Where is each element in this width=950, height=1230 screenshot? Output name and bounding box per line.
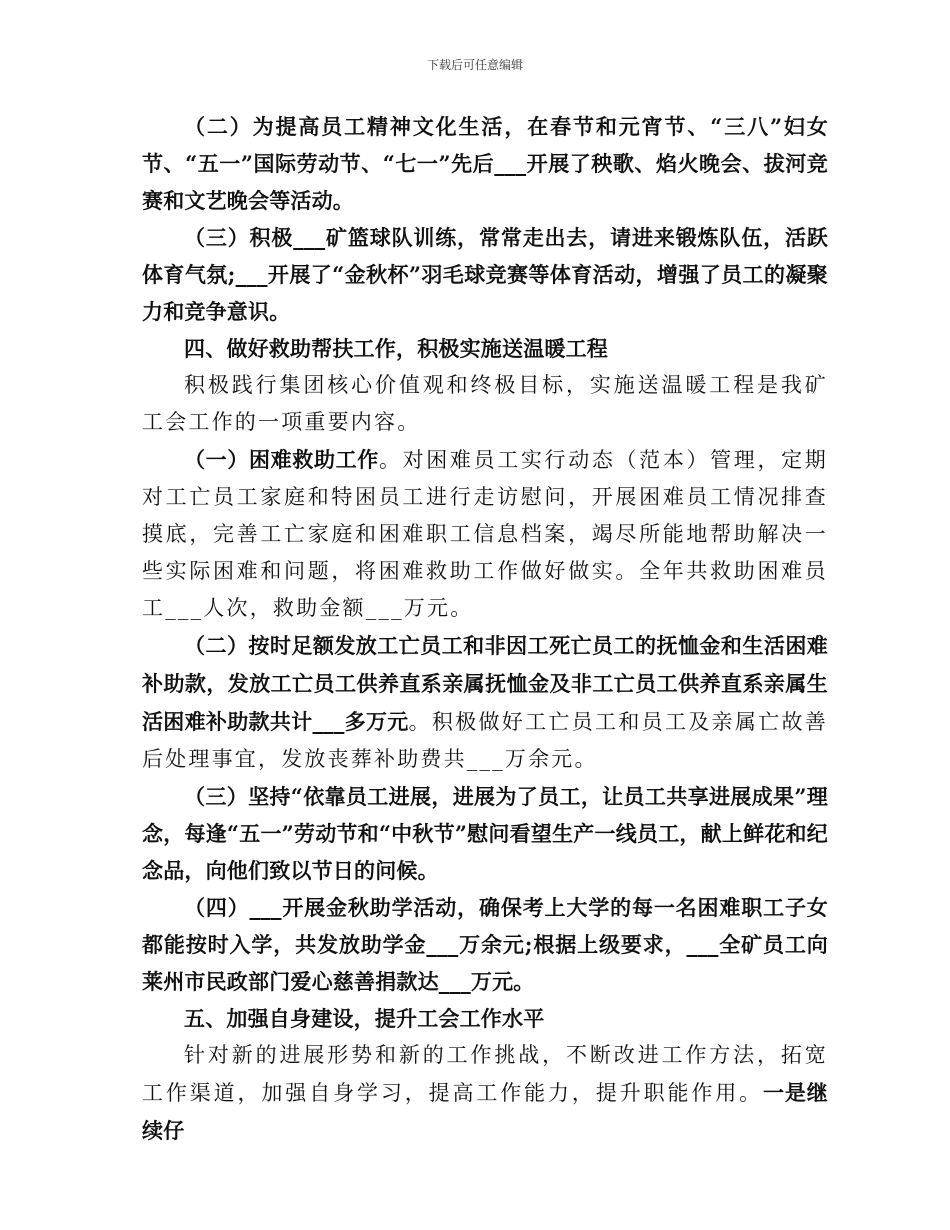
paragraph-hardship-aid-body: 。对困难员工实行动态（范本）管理，定期对工亡员工家庭和特困员工进行走访慰问，开展困难员工情况排查摸底，完善工亡家庭和困难职工信息档案，竭尽所能地帮助解决一些实际困难和问题，将困难救助工作做好做实。全年共救助困难员工___人次，救助金额___万元。 (142, 448, 828, 620)
paragraph-self-building (142, 1037, 828, 1150)
paragraph-student-aid: （四）___开展金秋助学活动，确保考上大学的每一名困难职工子女都能按时入学，共发放助学金___万余元;根据上级要求，___全矿员工向莱州市民政部门爱心慈善捐款达___万元。 (142, 895, 828, 994)
document-body (142, 108, 828, 1150)
paragraph-sports-activities: （三）积极___矿篮球队训练，常常走出去，请进来锻炼队伍，活跃体育气氛;___开展了“金秋杯”羽毛球竞赛等体育活动，增强了员工的凝聚力和竞争意识。 (142, 225, 828, 324)
section-heading-5: 五、加强自身建设，提升工会工作水平 (184, 1006, 545, 1031)
paragraph-section-4-intro: 积极践行集团核心价值观和终极目标，实施送温暖工程是我矿工会工作的一项重要内容。 (142, 373, 828, 434)
paragraph-hardship-aid (142, 441, 828, 627)
paragraph-self-building-body: 针对新的进展形势和新的工作挑战，不断改进工作方法，拓宽工作渠道，加强自身学习，提高工作能力，提升职能作用。 (142, 1043, 828, 1105)
header-note: 下载后可任意编辑 (426, 58, 523, 72)
paragraph-self-building-lead: 一是继续仔 (142, 1080, 828, 1143)
paragraph-pension-payment-body: 。积极做好工亡员工和员工及亲属亡故善后处理事宜，发放丧葬补助费共___万余元。 (142, 710, 828, 771)
section-heading-4: 四、做好救助帮扶工作，积极实施送温暖工程 (184, 336, 608, 361)
paragraph-pension-payment-lead: （二）按时足额发放工亡员工和非因工死亡员工的抚恤金和生活困难补助款，发放工亡员工供养直系亲属抚恤金及非工亡员工供养直系亲属生活困难补助款共计___多万元 (142, 633, 828, 734)
paragraph-holiday-visits: （三）坚持“依靠员工进展，进展为了员工，让员工共享进展成果”理念，每逢“五一”劳动节和“中秋节”慰问看望生产一线员工，献上鲜花和纪念品，向他们致以节日的问候。 (142, 784, 828, 883)
paragraph-culture-activities: （二）为提高员工精神文化生活，在春节和元宵节、“三八”妇女节、“五一”国际劳动节、“七一”先后___开展了秧歌、焰火晚会、拔河竞赛和文艺晚会等活动。 (142, 114, 828, 213)
paragraph-pension-payment (142, 627, 828, 778)
paragraph-hardship-aid-lead: （一）困难救助工作 (184, 447, 379, 472)
